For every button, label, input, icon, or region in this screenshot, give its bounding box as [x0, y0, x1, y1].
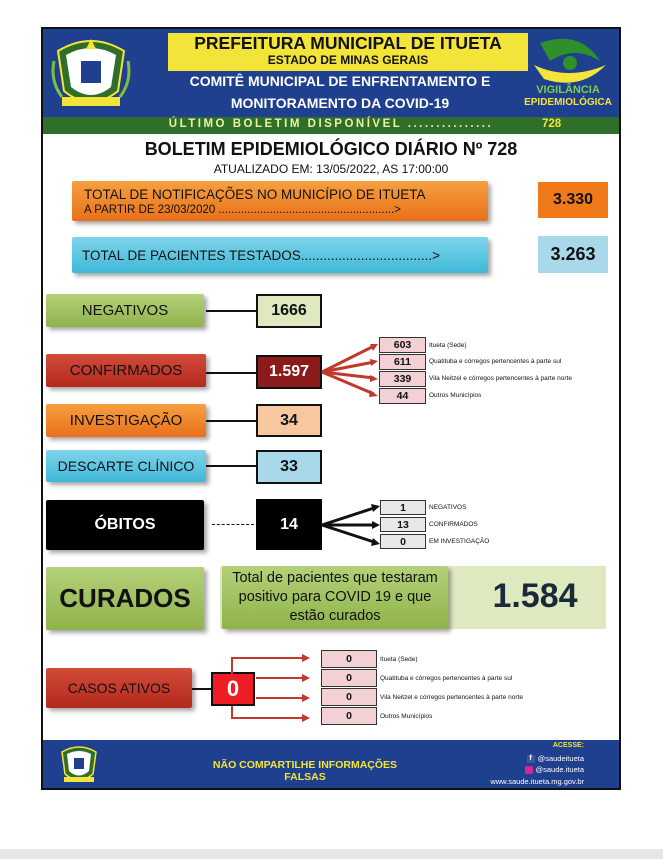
investigation-bar: [46, 404, 206, 437]
cured-value: 1.584: [492, 577, 578, 615]
tested-bar: [72, 237, 488, 273]
bulletin-title: BOLETIM EPIDEMIOLÓGICO DIÁRIO Nº 728: [144, 139, 518, 159]
cured-bar: [46, 567, 204, 630]
footer-facebook-handle: @saudeitueta: [537, 754, 584, 763]
active-north-value: 0: [321, 688, 377, 706]
footer-crest-icon: [56, 742, 102, 786]
investigation-connector: [206, 420, 256, 422]
deaths-confirmed-label: CONFIRMADOS: [429, 521, 478, 528]
cured-label: CURADOS: [59, 583, 191, 613]
deaths-investigation-label: EM INVESTIGAÇÃO: [429, 538, 490, 545]
confirmed-label: CONFIRMADOS: [69, 362, 183, 379]
negatives-value: 1666: [256, 294, 322, 328]
confirmed-bar: [46, 354, 206, 387]
header-committee-line2: MONITORAMENTO DA COVID-19: [230, 95, 450, 111]
confirmed-value: 1.597: [256, 355, 322, 389]
confirmed-south-value: 611: [379, 354, 426, 370]
deaths-connector: [212, 524, 254, 525]
investigation-label: INVESTIGAÇÃO: [69, 412, 183, 429]
deaths-negative-value: 1: [380, 500, 426, 515]
active-arrows: [228, 650, 312, 726]
bottom-strip: [0, 849, 663, 859]
tested-label: TOTAL DE PACIENTES TESTADOS...................................>: [82, 247, 440, 263]
footer-access-label: ACESSE:: [552, 742, 584, 749]
footer-website[interactable]: www.saude.itueta.mg.gov.br: [490, 777, 584, 786]
notifications-label-line1: TOTAL DE NOTIFICAÇÕES NO MUNICÍPIO DE ITUETA: [84, 186, 426, 202]
active-other-label: Outros Municípios: [380, 713, 433, 720]
confirmed-other-label: Outros Municípios: [429, 392, 482, 399]
latest-bulletin-number: 728: [542, 118, 562, 130]
deaths-label: ÓBITOS: [94, 516, 156, 533]
deaths-investigation-value: 0: [380, 534, 426, 549]
footer-instagram-handle: @saude.itueta: [535, 765, 584, 774]
confirmed-north-label: Vila Neitzel e córregos pertencentes à parte norte: [429, 375, 572, 382]
footer-message: NÃO COMPARTILHE INFORMAÇÕES FALSAS: [212, 759, 398, 783]
vigilancia-text-bottom: EPIDEMIOLÓGICA: [524, 97, 612, 108]
updated-timestamp: ATUALIZADO EM: 13/05/2022, AS 17:00:00: [213, 162, 449, 176]
active-sede-value: 0: [321, 650, 377, 668]
cured-description: Total de pacientes que testaram positivo para COVID 19 e que estão curados: [232, 570, 438, 624]
active-north-label: Vila Neitzel e córregos pertencentes à parte norte: [380, 694, 523, 701]
latest-bulletin-label: ÚLTIMO BOLETIM DISPONÍVEL ...............: [168, 118, 494, 130]
active-bar: [46, 668, 192, 708]
active-value: 0: [211, 672, 255, 706]
discard-bar: [46, 450, 206, 482]
deaths-confirmed-value: 13: [380, 517, 426, 532]
confirmed-south-label: Quatituba e córregos pertencentes à parte sul: [429, 358, 562, 365]
discard-connector: [206, 465, 256, 467]
header-title: PREFEITURA MUNICIPAL DE ITUETA: [194, 33, 502, 53]
active-connector: [192, 688, 212, 690]
confirmed-sede-value: 603: [379, 337, 426, 353]
deaths-value: 14: [256, 499, 322, 550]
negatives-label: NEGATIVOS: [81, 302, 169, 319]
notifications-bar: [72, 181, 488, 221]
negatives-connector: [206, 310, 256, 312]
active-other-value: 0: [321, 707, 377, 725]
notifications-label-line2: A PARTIR DE 23/03/2020 .......................................................>: [84, 203, 401, 216]
confirmed-sede-label: Itueta (Sede): [429, 342, 467, 349]
footer-instagram[interactable]: [470, 765, 584, 774]
active-label: CASOS ATIVOS: [67, 680, 171, 696]
deaths-bar: [46, 500, 204, 550]
footer-facebook[interactable]: [470, 754, 584, 763]
confirmed-arrows: [320, 338, 380, 404]
active-south-value: 0: [321, 669, 377, 687]
cured-description-box: [222, 566, 448, 629]
confirmed-other-value: 44: [379, 388, 426, 404]
confirmed-connector: [206, 372, 256, 374]
deaths-negative-label: NEGATIVOS: [429, 504, 467, 511]
active-sede-label: Itueta (Sede): [380, 656, 418, 663]
negatives-bar: [46, 294, 204, 327]
deaths-arrows: [318, 498, 382, 554]
municipal-crest-icon: [48, 31, 134, 115]
tested-value: 3.263: [538, 236, 608, 273]
header-subtitle: ESTADO DE MINAS GERAIS: [267, 53, 429, 67]
investigation-value: 34: [256, 404, 322, 437]
confirmed-north-value: 339: [379, 371, 426, 387]
discard-label: DESCARTE CLÍNICO: [57, 458, 195, 474]
vigilancia-text-top: VIGILÂNCIA: [536, 84, 600, 96]
facebook-icon: f: [527, 755, 535, 763]
notifications-value: 3.330: [538, 182, 608, 218]
active-south-label: Quatituba e córregos pertencentes à parte sul: [380, 675, 513, 682]
discard-value: 33: [256, 450, 322, 484]
instagram-icon: [525, 766, 533, 774]
header-committee-line1: COMITÊ MUNICIPAL DE ENFRENTAMENTO E: [189, 73, 491, 89]
